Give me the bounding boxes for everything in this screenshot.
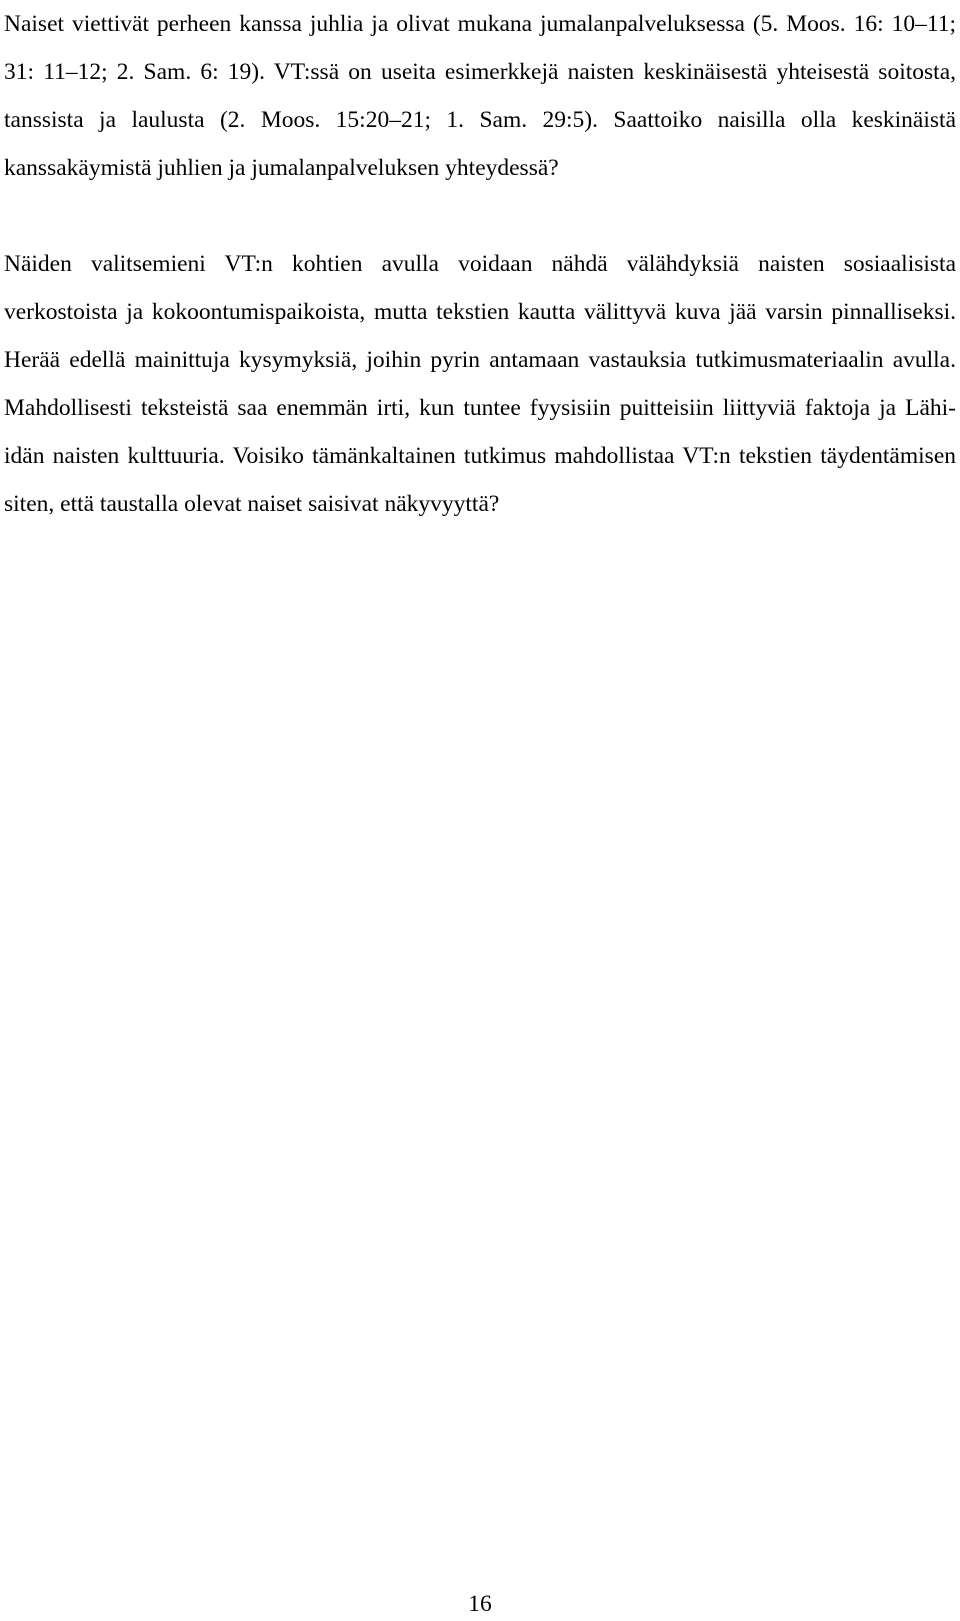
page-number: 16	[468, 1591, 492, 1617]
body-text	[4, 0, 956, 528]
paragraph-1: Naiset viettivät perheen kanssa juhlia ja olivat mukana jumalanpalveluksessa (5. Moos. 16: 10–11; 31: 11–12; 2. Sam. 6: 19). VT:ssä on useita esimerkkejä naisten keskinäisestä yhteisestä soitosta, tanssista ja laulusta (2. Moos. 15:20–21; 1. Sam. 29:5). Saattoiko naisilla olla keskinäistä kanssakäymistä juhlien ja jumalanpalveluksen yhteydessä?	[4, 11, 956, 181]
paragraph-2: Näiden valitsemieni VT:n kohtien avulla voidaan nähdä välähdyksiä naisten sosiaalisista verkostoista ja kokoontumispaikoista, mutta tekstien kautta välittyvä kuva jää varsin pinnalliseksi. Herää edellä mainittuja kysymyksiä, joihin pyrin antamaan vastauksia tutkimusmateriaalin avulla. Mahdollisesti teksteistä saa enemmän irti, kun tuntee fyysisiin puitteisiin liittyviä faktoja ja Lähi-idän naisten kulttuuria. Voisiko tämänkaltainen tutkimus mahdollistaa VT:n tekstien täydentämisen siten, että taustalla olevat naiset saisivat näkyvyyttä?	[4, 251, 956, 517]
